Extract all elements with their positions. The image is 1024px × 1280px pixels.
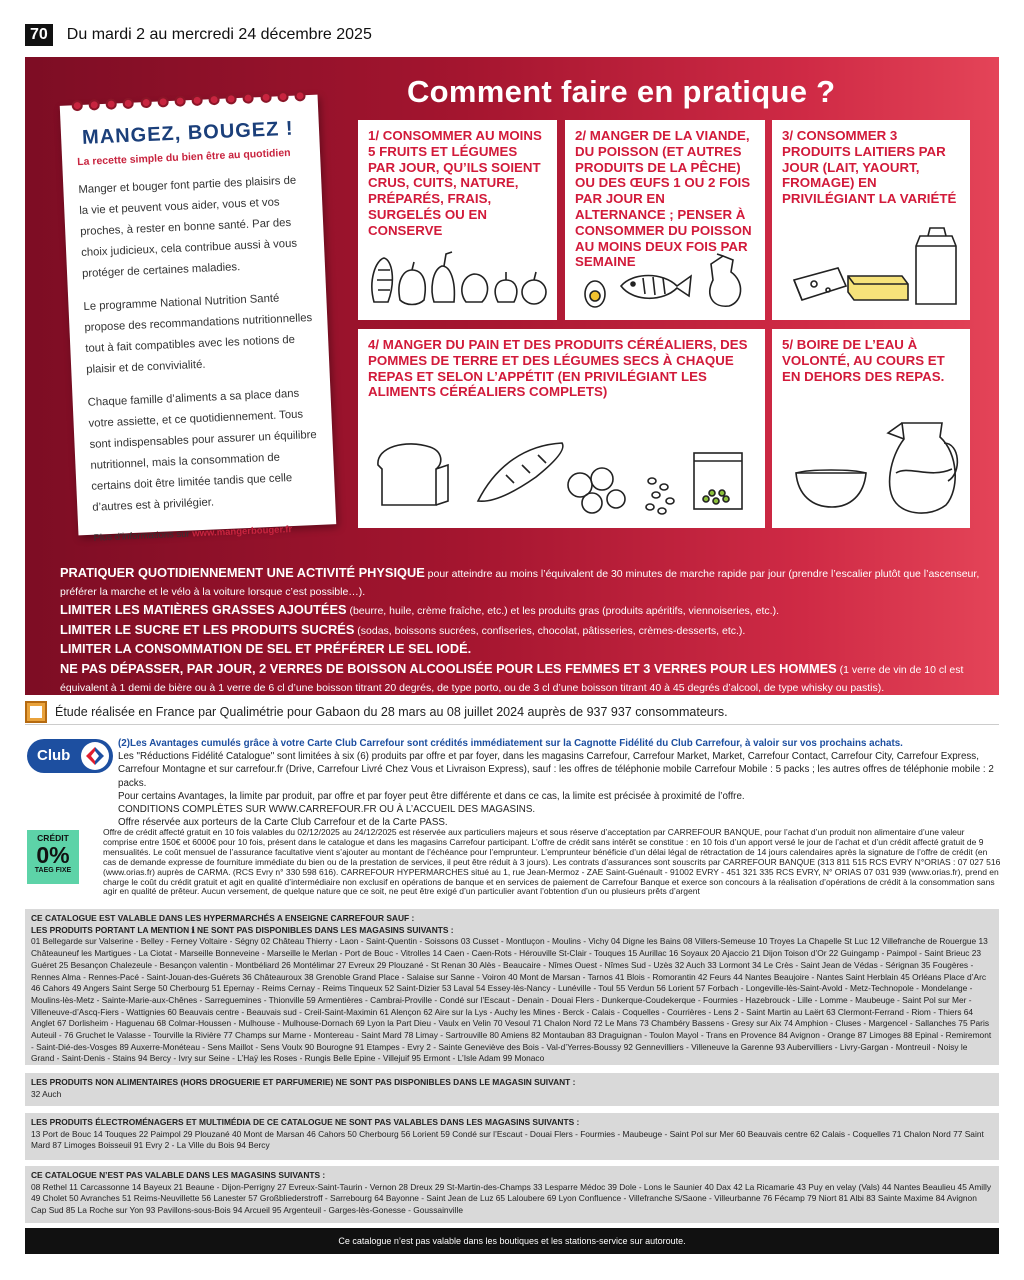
validity-block: CE CATALOGUE N’EST PAS VALABLE DANS LES MAGASINS SUIVANTS : 08 Rethel 11 Carcassonne 14 Bayeux 21 Beaune - Dijon-Perrigny 27 Evreux-Saint-Taurin - Vernon 28 Dreux 29 St-Martin-des-Champs 33 Lesparre Médoc 39 Dole - Lons le Saunier 40 Dax 42 La Ricamarie 43 Puy en velay (Vals) 44 Nantes Beaulieu 45 Amilly 49 Cholet 50 Avranches 51 Reims-Neuvillette 56 Lanester 57 Großbliederstroff - Sarrebourg 64 Bayonne - Saint Jean de Luz 65 Laloubere 69 Lyon Confluence - Villefranche S/Saone - Villeurbanne 76 Fécamp 79 Niort 81 Albi 83 Sainte Maxime 84 Avignon Cap Sud 85 La Roche sur Yon 93 Pavillons-sous-Bois 94 Arcueil 95 Argenteuil - Garges-lès-Gonesse - Goussainville — [25, 1166, 999, 1223]
card-title: 1/ CONSOMMER AU MOINS 5 FRUITS ET LÉGUMES PAR JOUR, QU’ILS SOIENT CRUS, CUITS, NATURE, PRÉPARÉS, FRAIS, SURGELÉS OU EN CONSERVE — [368, 128, 542, 238]
club-line: Les "Réductions Fidélité Catalogue" sont limitées à six (6) produits par offre et par foyer, dans les magasins Carrefour, Carrefour Market, Market, Carrefour Contact, Carrefour City, Carrefour Express, Carrefour Montagne et sur carrefour.fr (Drive, Carrefour Livré Chez Vous et Livraison Express), sauf : les offres de téléphonie mobile Carrefour Mobile : 5 packs ; les autres offres de téléphonie mobile : 2 packs. — [118, 751, 994, 789]
water-jug-icon — [780, 409, 964, 521]
club-lead: (2)Les Avantages cumulés grâce à votre Carte Club Carrefour sont crédités immédiatement sur la Cagnotte Fidélité du Club Carrefour, à valoir sur vos prochains achats. — [118, 738, 903, 749]
store-list: 32 Auch — [31, 1088, 62, 1099]
nutrition-panel — [25, 57, 999, 695]
recommendations-list — [60, 564, 990, 697]
notepad-card — [60, 95, 337, 544]
club-line: CONDITIONS COMPLÈTES SUR WWW.CARREFOUR.FR OU À L’ACCUEIL DES MAGASINS. — [118, 804, 536, 816]
card-fruits-vegetables — [358, 120, 557, 320]
study-note — [25, 699, 999, 725]
credit-section — [25, 828, 999, 908]
credit-0-percent-badge: CRÉDIT 0% TAEG FIXE — [27, 830, 79, 884]
carrefour-logo-icon — [81, 742, 109, 770]
validity-block: LES PRODUITS NON ALIMENTAIRES (HORS DROGUERIE ET PARFUMERIE) NE SONT PAS DISPONIBLES DANS LE MAGASIN SUIVANT : 32 Auch — [25, 1073, 999, 1106]
store-list: 01 Bellegarde sur Valserine - Belley - Ferney Voltaire - Ségny 02 Château Thierry - Laon - Saint-Quentin - Soissons 03 Cusset - Montluçon - Moulins - Vichy 04 Digne les Bains 08 Villers-Semeuse 10 Troyes La Chapelle St Luc 12 Villefranche de Rouergue 13 Châteauneuf les Martigues - La Ciotat - Marseille Bonneveine - Marseille le Merlan - Port de Bouc - Vitrolles 14 Caen - Caen-Rots - Hérouville St-Clair - Touques 15 Aurillac 16 Soyaux 20 Ajaccio 21 Dijon Toison d’Or 22 Guingamp - Paimpol - Saint Brieuc 23 Guéret 25 Besançon Chalezeule - Besançon valentin - Montbéliard 26 Montélimar 27 Evreux 29 Plouzané - St Renan 30 Alès - Beaucaire - Nîmes Ouest - Nîmes Sud - Uzès 32 Auch 33 Lormont 34 Le Crès - Saint Jean de Védas - Sérignan 35 Fougères - Rennes Alma - Rennes-Pacé - Saint-Jouan-des-Guérets 36 Châteauroux 38 Grenoble Grand Place - Salaise sur Sanne - Voiron 40 Mont de Marsan - Tarnos 41 Blois - Romorantin 42 Feurs 44 Nantes Beaujoire - Nantes Saint Herblain 45 Orléans Place d’Arc 46 Cahors 49 Angers Saint Serge 50 Cherbourg 51 Epernay - Reims Cernay - Reims Tinqueux 52 Saint-Dizier 53 Laval 54 Essey-lès-Nancy - Lunéville - Toul 55 Verdun 56 Lorient 57 Forbach - Longeville-lès-Saint-Avold - Metz-Technopole - Mondelange - Moulins-lès-Metz - Sainte-Marie-aux-Chênes - Sarreguemines - Thionville 59 Armentières - Cambrai-Proville - Condé sur l’Escaut - Denain - Douai Flers - Dunkerque-Coudekerque - Fourmies - Hazebrouck - Lille - Lomme - Maubeuge - Saint Pol sur Mer - Villeneuve-d’Ascq-Fiers - Wattignies 60 Beauvais centre - Beauvais sud - Creil-Saint-Maximin 61 Alençon 62 Aire sur la Lys - Auchy les Mines - Berck - Calais - Coquelles - Courrières - Lens 2 - Saint Martin au Laërt 63 Clermont-Ferrand - Riom - Thiers 64 Anglet 67 Dorlisheim - Haguenau 68 Colmar-Houssen - Mulhouse - Mulhouse-Dornach 69 Lyon la Part Dieu - Vaulx en Velin 70 Vesoul 71 Chalon Nord 72 Le Mans 73 Chambéry Bassens - Gresy sur Aix 74 Amphion - Cluses - Margencel - Sallanches 75 Paris Auteuil - 76 Gruchet le Valasse - Tourville la Rivière 77 Champs sur Marne - Montereau - Saint Mard 78 Limay - Sartrouville 80 Amiens 82 Montauban 83 Draguignan - Toulon Mayol - Trans en Provence 84 Avignon - Orange 87 Limoges 88 Epinal - Remiremont - Saint-Dié-des-Vosges 89 Auxerre-Monéteau - Sens Maillot - Sens Voulx 90 Bourogne 91 Etampes - Evry 2 - Sainte Geneviève des Bois - Val-d’Yerres-Boussy 92 Gennevilliers - Villeneuve la Garenne 93 Aubervilliers - Livry-Gargan - Montreuil - Noisy le Grand - Saint-Denis - Stains 94 Bercy - Ivry sur Seine - L’Haÿ les Roses - Rungis Belle Epine - Villejuif 95 Ermont - L’Isle Adam 99 Monaco — [31, 936, 992, 1064]
note-title: MANGEZ, BOUGEZ ! — [81, 117, 294, 149]
store-list: 08 Rethel 11 Carcassonne 14 Bayeux 21 Beaune - Dijon-Perrigny 27 Evreux-Saint-Taurin - Vernon 28 Dreux 29 St-Martin-des-Champs 33 Lesparre Médoc 39 Dole - Lons le Saunier 40 Dax 42 La Ricamarie 43 Puy en velay (Vals) 44 Nantes Beaulieu 45 Amilly 49 Cholet 50 Avranches 51 Reims-Neuvillette 56 Lanester 57 Großbliederstroff - Sarrebourg 64 Bayonne - Saint Jean de Luz 65 Laloubere 69 Lyon Confluence - Villefranche S/Saone - Villeurbanne 76 Fécamp 79 Niort 81 Albi 83 Sainte Maxime 84 Avignon Cap Sud 85 La Roche sur Yon 93 Pavillons-sous-Bois 94 Arcueil 95 Argenteuil - Garges-lès-Gonesse - Goussainville — [31, 1181, 992, 1216]
spiral-rings — [72, 90, 306, 111]
panel-title: Comment faire en pratique ? — [407, 74, 836, 109]
reco-item: PRATIQUER QUOTIDIENNEMENT UNE ACTIVITÉ PHYSIQUE pour atteindre au moins l’équivalent de 30 minutes de marche rapide par jour (prendre l’escalier plutôt que l’ascenseur, préférer la marche et le vélo à la voiture lorsque c’est possible…). — [60, 565, 980, 598]
note-paragraph: Le programme National Nutrition Santé propose des recommandations nutritionnelles tout à fait compatibles avec les notions de plaisir et de convivialité. — [83, 292, 313, 376]
reco-item: LIMITER LES MATIÈRES GRASSES AJOUTÉES (beurre, huile, crème fraîche, etc.) et les produits gras (produits apéritifs, viennoiseries, etc.). — [60, 602, 779, 618]
card-dairy — [772, 120, 970, 320]
date-range: Du mardi 2 au mercredi 24 décembre 2025 — [66, 26, 372, 43]
page-header — [25, 24, 372, 46]
card-title: 4/ MANGER DU PAIN ET DES PRODUITS CÉRÉALIERS, DES POMMES DE TERRE ET DES LÉGUMES SECS À CHAQUE REPAS ET SELON L’APPÉTIT (EN PRIVILÉGIANT LES ALIMENTS CÉRÉALIERS COMPLETS) — [368, 337, 748, 400]
reco-item: LIMITER LA CONSOMMATION DE SEL ET PRÉFÉRER LE SEL IODÉ. — [60, 641, 472, 657]
card-bread-cereals — [358, 329, 765, 528]
credit-terms: Offre de crédit affecté gratuit en 10 fois valables du 02/12/2025 au 24/12/2025 est réservée aux particuliers majeurs et sous réserve d’acceptation par CARREFOUR BANQUE, pour l’achat d’un produit non alimentaire d’une valeur comprise entre 150€ et 6000€ pour 10 fois, présent dans le catalogue et dans les magasins Carrefour participant. L’offre de crédit sans intérêt se constitue : en 10 fois d’un apport versé le jour de l’achat et d’un crédit affecté gratuit de 9 mensualités. Le coût mensuel de l’assurance facultative vient s’ajouter au montant de l’échéance pour l’emprunteur. L’emprunteur bénéficie d’un délai légal de rétractation de 14 jours calendaires après la signature de l’offre de crédit (en cas de demande expresse de fourniture immédiate du bien ou de la prestation de services, il peut être réduit à 3 jours). Les contrats d’assurances sont souscrits par CARREFOUR BANQUE (313 811 515 RCS EVRY N°ORIAS : 07 027 516 (www.orias.fr) auprès de CARMA. (RCS Evry n° 330 598 616). CARREFOUR HYPERMARCHES situé au 1, rue Jean-Mermoz - ZAE Saint-Guénault - 91002 EVRY - 451 321 335 RCS EVRY, N° ORIAS 07 031 939 (www.orias.fr), prend en charge le coût du crédit gratuit et agit en qualité d’intermédiaire non exclusif en opérations de banque et en services de paiement de Carrefour Banque et exerce son concours à la réalisation d’opérations de crédit à la consommation sans agir en qualité de prêteur. Aucun versement, de quelque nature que ce soit, ne peut être exigé d’un particulier avant l’obtention d’un ou plusieurs prêts d’argent — [103, 827, 1001, 897]
club-line: Offre réservée aux porteurs de la Carte Club Carrefour et de la Carte PASS. — [118, 817, 448, 829]
validity-block: LES PRODUITS ÉLECTROMÉNAGERS ET MULTIMÉDIA DE CE CATALOGUE NE SONT PAS VALABLES DANS LES MAGASINS SUIVANTS : 13 Port de Bouc 14 Touques 22 Paimpol 29 Plouzané 40 Mont de Marsan 46 Cahors 50 Cherbourg 56 Lorient 59 Condé sur l’Escaut - Douai Flers - Fourmies - Maubeuge - Saint Pol sur Mer 60 Beauvais centre 62 Calais - Coquelles 71 Chalon Nord 77 Saint Mard 87 Limoges Boisseuil 91 Evry 2 - La Ville du Bois 94 Bercy — [25, 1113, 999, 1160]
note-paragraph: Manger et bouger font partie des plaisirs de la vie et peuvent vous aider, vous et vos proches, à rester en bonne santé. Par des choix judicieux, cela contribue aussi à vous protéger de certaines maladies. — [78, 174, 298, 281]
club-carrefour-section — [25, 735, 999, 829]
study-badge-icon — [25, 701, 47, 723]
page-number: 70 — [25, 24, 53, 46]
study-text: Étude réalisée en France par Qualimétrie pour Gabaon du 28 mars au 08 juillet 2024 auprès de 937 937 consommateurs. — [55, 704, 728, 719]
reco-item: LIMITER LE SUCRE ET LES PRODUITS SUCRÉS (sodas, boissons sucrées, confiseries, chocolat, pâtisseries, crèmes-desserts, etc.). — [60, 621, 746, 637]
note-paragraph: Chaque famille d’aliments a sa place dans votre assiette, et ce quotidiennement. Tous sont indispensables pour assurer un équilibre nutritionnel, mais la consommation de certains doit être limitée tandis que celle d’autres est à privilégier. — [87, 387, 317, 514]
note-subtitle: La recette simple du bien être au quotidien — [76, 146, 291, 169]
card-title: 5/ BOIRE DE L’EAU À VOLONTÉ, AU COURS ET EN DEHORS DES REPAS. — [782, 337, 945, 384]
card-water — [772, 329, 970, 528]
note-more-info: Plus d’informations sur www.mangerbouger.fr — [93, 524, 293, 544]
card-title: 3/ CONSOMMER 3 PRODUITS LAITIERS PAR JOUR (LAIT, YAOURT, FROMAGE) EN PRIVILÉGIANT LA VARIÉTÉ — [782, 128, 957, 207]
mangerbouger-link[interactable]: www.mangerbouger.fr — [192, 524, 293, 540]
store-list: 13 Port de Bouc 14 Touques 22 Paimpol 29 Plouzané 40 Mont de Marsan 46 Cahors 50 Cherbourg 56 Lorient 59 Condé sur l’Escaut - Douai Flers - Fourmies - Maubeuge - Saint Pol sur Mer 60 Beauvais centre 62 Calais - Coquelles 71 Chalon Nord 77 Saint Mard 87 Limoges Boisseuil 91 Evry 2 - La Ville du Bois 94 Bercy — [31, 1128, 984, 1151]
club-terms — [118, 737, 998, 829]
club-line: Pour certains Avantages, la limite par produit, par offre et par foyer peut être différente et dans ce cas, la limite est précisée à proximité de l’offre. — [118, 790, 745, 802]
fruits-vegetables-icon — [366, 240, 551, 312]
club-carrefour-logo: Club — [27, 739, 113, 773]
bread-cereals-icon — [366, 425, 758, 521]
card-meat-fish-eggs — [565, 120, 765, 320]
card-title: 2/ MANGER DE LA VIANDE, DU POISSON (ET AUTRES PRODUITS DE LA PÊCHE) OU DES ŒUFS 1 OU 2 FOIS PAR JOUR EN ALTERNANCE ; PENSER À CONSOMMER DU POISSON AU MOINS DEUX FOIS PAR SEMAINE — [575, 128, 752, 270]
reco-item: NE PAS DÉPASSER, PAR JOUR, 2 VERRES DE BOISSON ALCOOLISÉE POUR LES FEMMES ET 3 VERRES POUR LES HOMMES (1 verre de vin de 10 cl est équivalent à 1 demi de bière ou à 1 verre de 6 cl d’une boisson titrant 20 degrés, de type porto, ou de 3 cl d’une boisson titrant 40 à 45 degrés d’alcool, de type whisky ou pastis). — [60, 660, 964, 694]
footer-note: Ce catalogue n’est pas valable dans les boutiques et les stations-service sur autoroute. — [25, 1228, 999, 1254]
validity-block: CE CATALOGUE EST VALABLE DANS LES HYPERMARCHÉS A ENSEIGNE CARREFOUR SAUF : LES PRODUITS PORTANT LA MENTION ℹ NE SONT PAS DISPONIBLES DANS LES MAGASINS SUIVANTS : 01 Bellegarde sur Valserine - Belley - Ferney Voltaire - Ségny 02 Château Thierry - Laon - Saint-Quentin - Soissons 03 Cusset - Montluçon - Moulins - Vichy 04 Digne les Bains 08 Villers-Semeuse 10 Troyes La Chapelle St Luc 12 Villefranche de Rouergue 13 Châteauneuf les Martigues - La Ciotat - Marseille Bonneveine - Marseille le Merlan - Port de Bouc - Vitrolles 14 Caen - Caen-Rots - Hérouville St-Clair - Touques 15 Aurillac 16 Soyaux 20 Ajaccio 21 Dijon Toison d’Or 22 Guingamp - Paimpol - Saint Brieuc 23 Guéret 25 Besançon Chalezeule - Besançon valentin - Montbéliard 26 Montélimar 27 Evreux 29 Plouzané - St Renan 30 Alès - Beaucaire - Nîmes Ouest - Nîmes Sud - Uzès 32 Auch 33 Lormont 34 Le Crès - Saint Jean de Védas - Sérignan 35 Fougères - Rennes Alma - Rennes-Pacé - Saint-Jouan-des-Guérets 36 Châteauroux 38 Grenoble Grand Place - Salaise sur Sanne - Voiron 40 Mont de Marsan - Tarnos 41 Blois - Romorantin 42 Feurs 44 Nantes Beaujoire - Nantes Saint Herblain 45 Orléans Place d’Arc 46 Cahors 49 Angers Saint Serge 50 Cherbourg 51 Epernay - Reims Cernay - Reims Tinqueux 52 Saint-Dizier 53 Laval 54 Essey-lès-Nancy - Lunéville - Toul 55 Verdun 56 Lorient 57 Forbach - Longeville-lès-Saint-Avold - Metz-Technopole - Mondelange - Moulins-lès-Metz - Sainte-Marie-aux-Chênes - Sarreguemines - Thionville 59 Armentières - Cambrai-Proville - Condé sur l’Escaut - Denain - Douai Flers - Dunkerque-Coudekerque - Fourmies - Hazebrouck - Lille - Lomme - Maubeuge - Saint Pol sur Mer - Villeneuve-d’Ascq-Fiers - Wattignies 60 Beauvais centre - Beauvais sud - Creil-Saint-Maximin 61 Alençon 62 Aire sur la Lys - Auchy les Mines - Berck - Calais - Coquelles - Courrières - Lens 2 - Saint Martin au Laërt 63 Clermont-Ferrand - Riom - Thiers 64 Anglet 67 Dorlisheim - Haguenau 68 Colmar-Houssen - Mulhouse - Mulhouse-Dornach 69 Lyon la Part Dieu - Vaulx en Velin 70 Vesoul 71 Chalon Nord 72 Le Mans 73 Chambéry Bassens - Gresy sur Aix 74 Amphion - Cluses - Margencel - Sallanches 75 Paris Auteuil - 76 Gruchet le Valasse - Tourville la Rivière 77 Champs sur Marne - Montereau - Saint Mard 78 Limay - Sartrouville 80 Amiens 82 Montauban 83 Draguignan - Toulon Mayol - Trans en Provence 84 Avignon - Orange 87 Limoges 88 Epinal - Remiremont - Saint-Dié-des-Vosges 89 Auxerre-Monéteau - Sens Maillot - Sens Voulx 90 Bourogne 91 Etampes - Evry 2 - Sainte Geneviève des Bois - Val-d’Yerres-Boussy 92 Gennevilliers - Villeneuve la Garenne 93 Aubervilliers - Livry-Gargan - Montreuil - Noisy le Grand - Saint-Denis - Stains 94 Bercy - Ivry sur Seine - L’Haÿ les Roses - Rungis Belle Epine - Villejuif 95 Ermont - L’Isle Adam 99 Monaco — [25, 909, 999, 1065]
dairy-icon — [780, 224, 964, 312]
egg-fish-meat-icon — [573, 250, 758, 312]
